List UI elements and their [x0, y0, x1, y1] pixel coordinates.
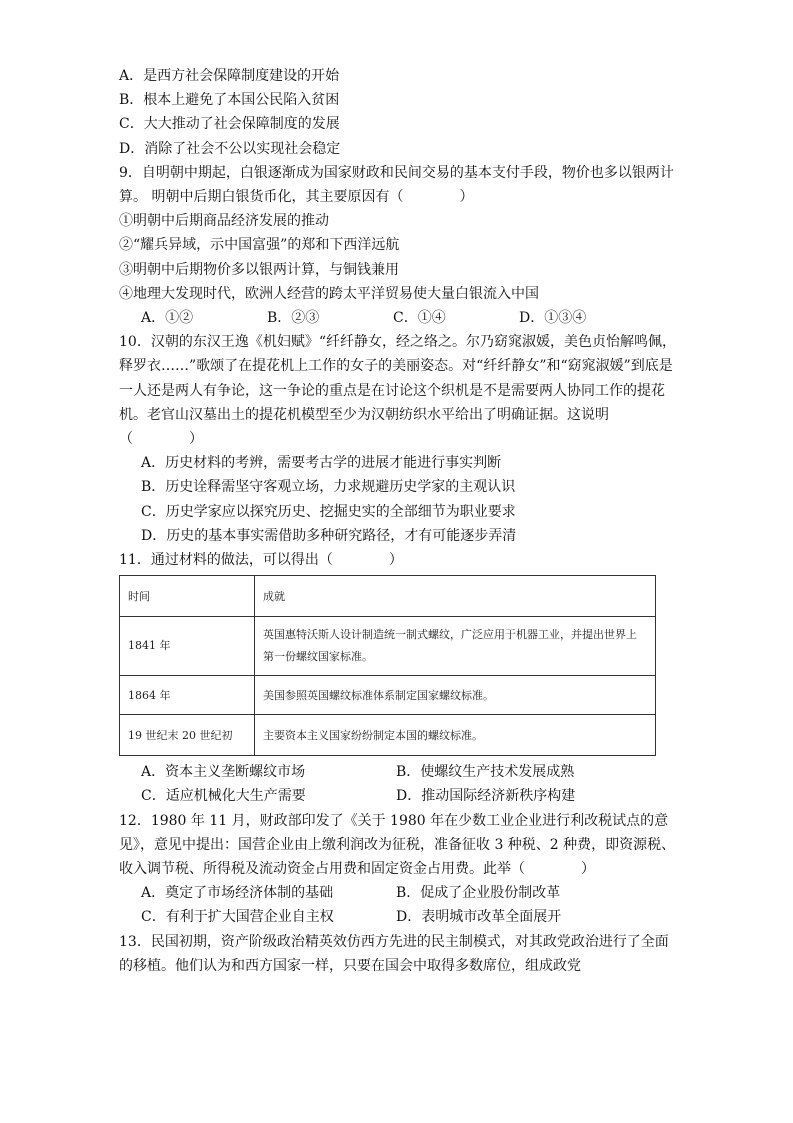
exam-page — [119, 64, 679, 978]
question-13 — [119, 930, 679, 978]
table-row — [120, 617, 656, 676]
q9-option-b: B．②③ — [267, 310, 320, 327]
q8-options — [119, 64, 679, 161]
q12-options-row-1 — [119, 881, 679, 905]
question-12 — [119, 809, 679, 930]
q8-option-c: C．大大推动了社会保障制度的发展 — [119, 116, 340, 133]
q11-option-a: A．资本主义垄断螺纹市场 — [141, 764, 306, 781]
table-cell-achievement: 英国惠特沃斯人设计制造统一制式螺纹，广泛应用于机器工业，并提出世界上第一份螺纹国家标准。 — [255, 617, 656, 676]
table-header-row — [120, 576, 656, 617]
q10-stem: 10．汉朝的东汉王逸《机妇赋》“纤纤静女，经之络之。尔乃窈窕淑媛，美色贞怡解鸣佩，释罗衣……”歌颂了在提花机上工作的女子的美丽姿态。对“纤纤静女”和“窈窕淑媛”到底是一人还是两人有争论，这一争论的重点是在讨论这个织机是不是需要两人协同工作的提花机。老官山汉墓出土的提花机模型至少为汉朝纺织水平给出了明确证据。这说明（ ） — [119, 334, 676, 448]
q11-table — [119, 575, 656, 756]
q12-option-d: D．表明城市改革全面展开 — [396, 909, 562, 926]
table-header-achievement: 成就 — [255, 576, 656, 617]
q12-stem: 12．1980 年 11 月，财政部印发了《关于 1980 年在少数工业企业进行利改税试点的意见》，意见中提出：国营企业由上缴利润改为征税，准备征收 3 种税、2 种费，即资源税、收入调节税、所得税及流动资金占用费和固定资金占用费。此举（ ） — [119, 812, 676, 878]
table-cell-time: 1841 年 — [120, 617, 255, 676]
q11-stem: 11．通过材料的做法，可以得出（ ） — [119, 552, 403, 569]
table-cell-achievement: 主要资本主义国家纷纷制定本国的螺纹标准。 — [255, 715, 656, 756]
table-cell-achievement: 美国参照英国螺纹标准体系制定国家螺纹标准。 — [255, 676, 656, 715]
q10-option-d: D．历史的基本事实需借助多种研究路径，才有可能逐步弄清 — [141, 527, 517, 544]
q12-options-row-2 — [119, 905, 679, 929]
q11-options-row-2 — [119, 784, 679, 808]
q11-option-b: B．使螺纹生产技术发展成熟 — [396, 764, 575, 781]
question-11 — [119, 548, 679, 809]
q8-option-a: A．是西方社会保障制度建设的开始 — [119, 68, 340, 84]
question-9 — [119, 161, 679, 330]
q12-option-b: B．促成了企业股份制改革 — [396, 885, 561, 902]
q9-item-3: ③明朝中后期物价多以银两计算，与铜钱兼用 — [119, 261, 399, 278]
q9-option-c: C．①④ — [393, 310, 446, 327]
q9-option-d: D．①③④ — [519, 310, 587, 327]
q9-item-2: ②“耀兵异域，示中国富强”的郑和下西洋远航 — [119, 237, 400, 254]
q11-options-row-1 — [119, 760, 679, 784]
q12-option-c: C．有利于扩大国营企业自主权 — [141, 909, 334, 926]
q10-option-a: A．历史材料的考辨，需要考古学的进展才能进行事实判断 — [141, 455, 502, 472]
q8-option-d: D．消除了社会不公以实现社会稳定 — [119, 140, 341, 157]
q9-options — [119, 306, 679, 330]
table-cell-time: 19 世纪末 20 世纪初 — [120, 715, 255, 756]
q9-item-4: ④地理大发现时代，欧洲人经营的跨太平洋贸易使大量白银流入中国 — [119, 285, 539, 302]
q11-option-d: D．推动国际经济新秩序构建 — [396, 788, 576, 805]
table-row — [120, 676, 656, 715]
q9-item-1: ①明朝中后期商品经济发展的推动 — [119, 213, 329, 230]
q12-option-a: A．奠定了市场经济体制的基础 — [141, 885, 334, 902]
q9-option-a: A．①② — [141, 310, 194, 327]
q10-option-c: C．历史学家应以探究历史、挖掘史实的全部细节为职业要求 — [141, 503, 516, 520]
q8-option-b: B．根本上避免了本国公民陷入贫困 — [119, 92, 340, 109]
table-row — [120, 715, 656, 756]
question-10 — [119, 330, 679, 548]
q10-option-b: B．历史诠释需坚守客观立场，力求规避历史学家的主观认识 — [141, 479, 516, 496]
table-header-time: 时间 — [120, 576, 255, 617]
table-cell-time: 1864 年 — [120, 676, 255, 715]
q11-option-c: C．适应机械化大生产需要 — [141, 788, 306, 805]
q13-stem: 13．民国初期，资产阶级政治精英效仿西方先进的民主制模式，对其政党政治进行了全面的移植。他们认为和西方国家一样，只要在国会中取得多数席位，组成政党 — [119, 933, 669, 974]
q9-stem: 9．自明朝中期起，白银逐渐成为国家财政和民间交易的基本支付手段，物价也多以银两计算。 明朝中后期白银货币化，其主要原因有（ ） — [119, 164, 674, 206]
